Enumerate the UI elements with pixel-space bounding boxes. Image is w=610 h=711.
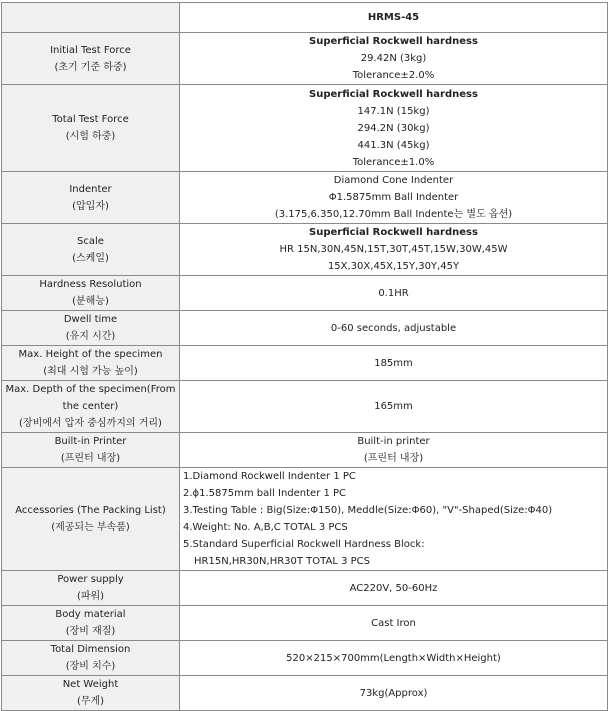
- label-line: Accessories (The Packing List): [15, 505, 166, 516]
- row-value: [180, 468, 608, 571]
- value-line: (프린터 내장): [363, 453, 424, 464]
- value-line: 294.2N (30kg): [357, 122, 430, 134]
- label-line: (무게): [76, 696, 105, 707]
- value-line: 0-60 seconds, adjustable: [330, 322, 457, 334]
- label-line: (스케일): [72, 252, 109, 264]
- label-line: (장비에서 압자 중심까지의 거리): [19, 418, 162, 429]
- value-line: Φ1.5875mm Ball Indenter: [328, 192, 459, 203]
- row-total-dimension: [2, 641, 608, 676]
- row-label: [2, 224, 180, 276]
- label-line: (분해능): [72, 296, 109, 307]
- row-value: [180, 311, 608, 346]
- label-line: (최대 시험 가능 높이): [43, 366, 138, 377]
- value-line: Cast Iron: [371, 617, 416, 629]
- row-value: [180, 381, 608, 433]
- value-line: 520×215×700mm(Length×Width×Height): [286, 652, 501, 664]
- row-label: [2, 606, 180, 641]
- row-max-height: [2, 346, 608, 381]
- row-body-material: [2, 606, 608, 641]
- row-label: [2, 276, 180, 311]
- value-line: 185mm: [374, 357, 413, 369]
- row-built-in-printer: [2, 433, 608, 468]
- row-value: [180, 224, 608, 276]
- label-line: (제공되는 부속품): [51, 522, 130, 533]
- value-line: 29.42N (3kg): [360, 53, 427, 64]
- value-line: (3.175,6.350,12.70mm Ball Indente는 별도 옵션): [274, 209, 513, 220]
- row-scale: [2, 224, 608, 276]
- value-line: AC220V, 50-60Hz: [349, 582, 438, 594]
- value-line: 0.1HR: [378, 287, 409, 299]
- row-value: [180, 172, 608, 224]
- row-indenter: [2, 172, 608, 224]
- value-line: Tolerance±1.0%: [352, 156, 435, 168]
- label-line: Scale: [77, 235, 104, 247]
- label-line: Initial Test Force: [50, 44, 131, 56]
- label-line: (장비 치수): [65, 661, 116, 672]
- label-line: (압입자): [72, 200, 109, 212]
- label-line: Total Test Force: [52, 114, 129, 125]
- row-value: [180, 571, 608, 606]
- value-line: 3.Testing Table : Big(Size:Φ150), Meddle(Size:Φ60), "V"-Shaped(Size:Φ40): [183, 505, 553, 516]
- row-label: [2, 346, 180, 381]
- label-line: Power supply: [57, 574, 124, 585]
- row-dwell-time: [2, 311, 608, 346]
- row-label: [2, 172, 180, 224]
- value-line: Built-in printer: [357, 436, 430, 447]
- row-power-supply: [2, 571, 608, 606]
- value-line: 4.Weight: No. A,B,C TOTAL 3 PCS: [183, 522, 348, 533]
- row-value: [180, 606, 608, 641]
- row-net-weight: [2, 676, 608, 711]
- spec-table: [1, 2, 608, 711]
- value-line: 2.ɸ1.5875mm ball Indenter 1 PC: [183, 488, 347, 499]
- value-line: 15X,30X,45X,15Y,30Y,45Y: [327, 261, 460, 272]
- row-label: [2, 433, 180, 468]
- label-line: (유지 시간): [65, 331, 116, 342]
- table-header-row: [2, 3, 608, 33]
- row-value: [180, 33, 608, 85]
- label-line: (파워): [76, 591, 105, 602]
- label-line: Indenter: [69, 183, 112, 195]
- value-line: 147.1N (15kg): [357, 105, 430, 117]
- row-max-depth: [2, 381, 608, 433]
- label-line: Built-in Printer: [54, 436, 127, 447]
- value-line: Diamond Cone Indenter: [333, 175, 454, 186]
- row-value: [180, 433, 608, 468]
- label-line: (장비 재질): [65, 626, 116, 637]
- value-line: HR15N,HR30N,HR30T TOTAL 3 PCS: [194, 556, 370, 567]
- row-label: [2, 571, 180, 606]
- value-line: 73kg(Approx): [359, 687, 428, 699]
- row-value: [180, 676, 608, 711]
- row-value: [180, 641, 608, 676]
- row-value: [180, 346, 608, 381]
- value-line: 441.3N (45kg): [357, 139, 430, 151]
- label-line: (프린터 내장): [60, 453, 121, 464]
- row-value: [180, 85, 608, 172]
- value-line: 5.Standard Superficial Rockwell Hardness Block:: [183, 539, 425, 550]
- label-line: (초기 기준 하중): [54, 61, 127, 73]
- row-label: [2, 641, 180, 676]
- label-line: the center): [62, 401, 119, 412]
- label-line: (시험 하중): [65, 131, 116, 142]
- value-heading: Superficial Rockwell hardness: [309, 88, 478, 100]
- label-line: Total Dimension: [50, 644, 131, 655]
- header-blank-cell: [2, 3, 180, 33]
- label-line: Max. Height of the specimen: [18, 349, 163, 360]
- value-line: HR 15N,30N,45N,15T,30T,45T,15W,30W,45W: [279, 244, 508, 255]
- row-label: [2, 311, 180, 346]
- value-line: 165mm: [374, 401, 413, 412]
- value-line: Tolerance±2.0%: [352, 70, 435, 81]
- label-line: Net Weight: [62, 679, 119, 690]
- label-line: Max. Depth of the specimen(From: [5, 384, 176, 395]
- model-title: HRMS-45: [180, 3, 608, 33]
- row-initial-test-force: [2, 33, 608, 85]
- row-accessories: [2, 468, 608, 571]
- value-line: 1.Diamond Rockwell Indenter 1 PC: [183, 471, 356, 482]
- label-line: Hardness Resolution: [39, 279, 142, 290]
- value-heading: Superficial Rockwell hardness: [309, 36, 478, 47]
- row-hardness-resolution: [2, 276, 608, 311]
- row-label: [2, 33, 180, 85]
- label-line: Dwell time: [63, 314, 118, 325]
- row-label: [2, 85, 180, 172]
- row-label: [2, 381, 180, 433]
- value-heading: Superficial Rockwell hardness: [309, 227, 478, 238]
- row-label: [2, 468, 180, 571]
- row-total-test-force: [2, 85, 608, 172]
- row-value: [180, 276, 608, 311]
- label-line: Body material: [55, 609, 126, 620]
- row-label: [2, 676, 180, 711]
